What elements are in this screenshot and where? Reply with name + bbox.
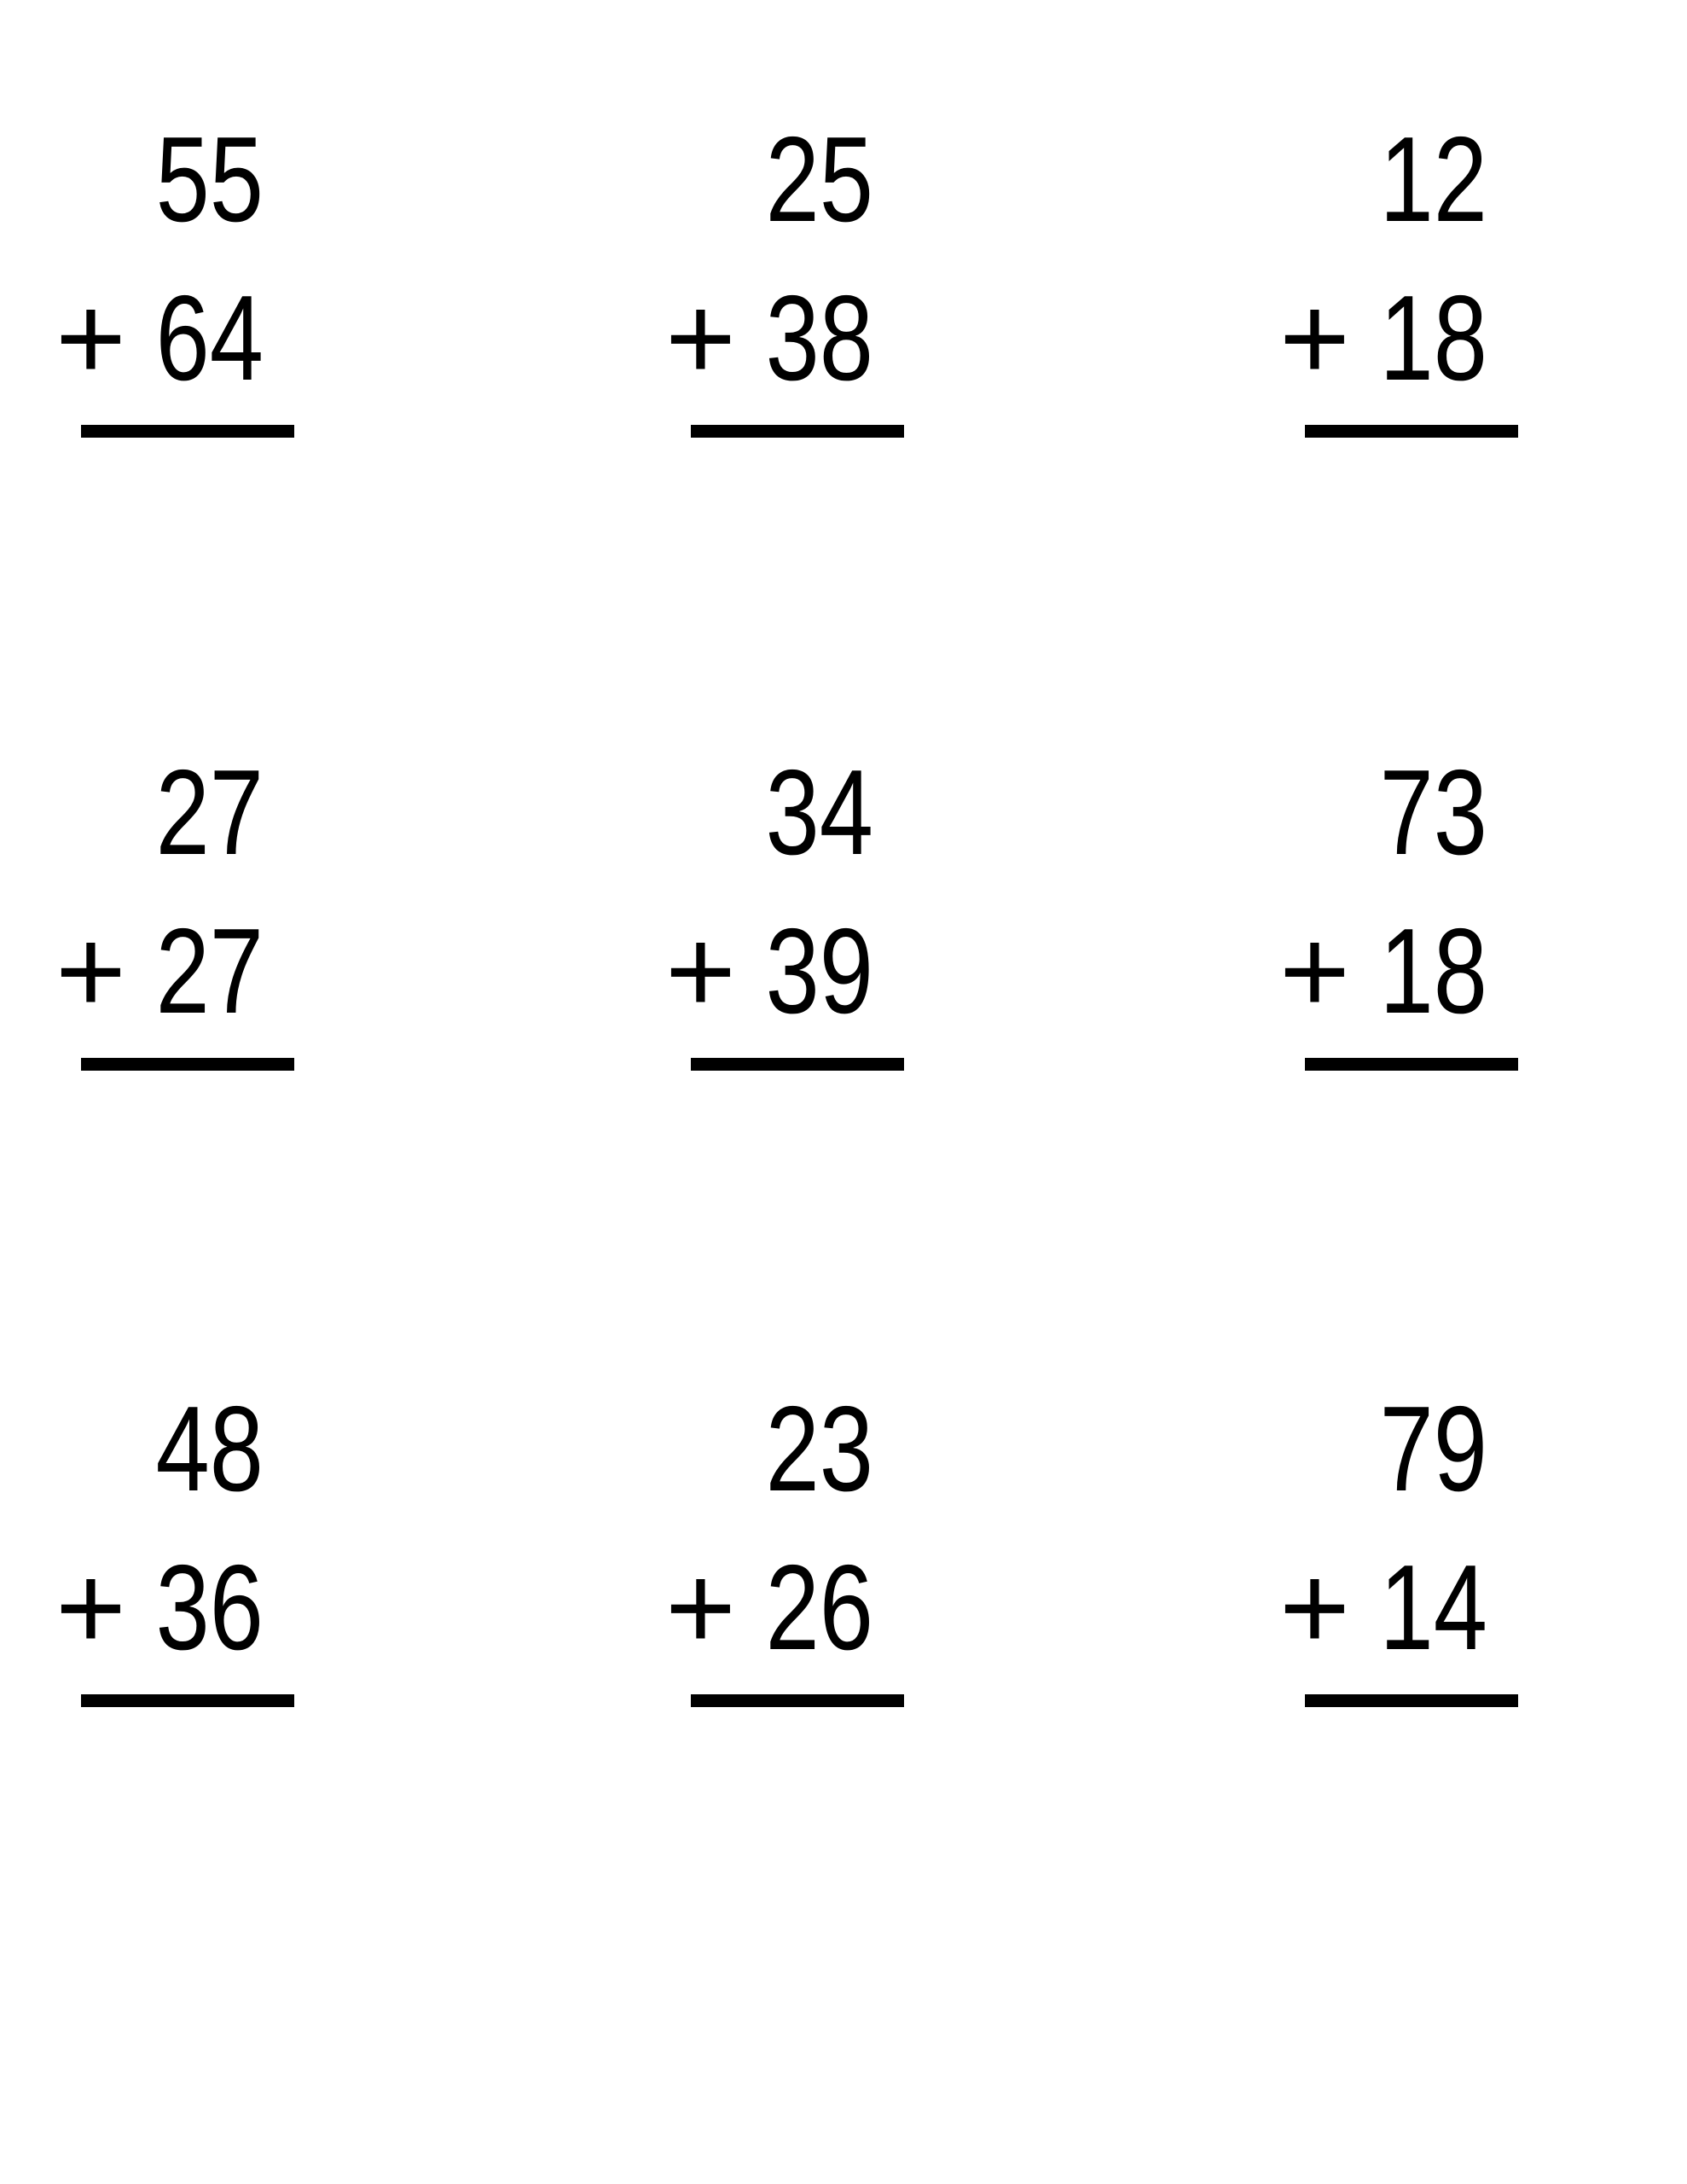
top-addend-value: 48 <box>155 1381 264 1517</box>
bottom-addend-row <box>1279 270 1518 406</box>
plus-operator: + <box>55 903 126 1039</box>
top-addend <box>55 745 294 880</box>
answer-line <box>1305 1694 1518 1707</box>
top-addend-value: 55 <box>155 112 264 247</box>
answer-line <box>81 425 294 438</box>
answer-line <box>81 1694 294 1707</box>
answer-line <box>691 425 904 438</box>
bottom-addend-row <box>55 1540 294 1676</box>
answer-line <box>1305 1058 1518 1071</box>
top-addend-value: 73 <box>1379 745 1487 880</box>
top-addend-value: 27 <box>155 745 264 880</box>
top-addend <box>665 745 904 880</box>
top-addend-value: 25 <box>765 112 873 247</box>
top-addend-value: 34 <box>765 745 873 880</box>
addition-problem-3 <box>1279 112 1518 438</box>
bottom-addend-row <box>55 903 294 1039</box>
plus-operator: + <box>665 1540 736 1676</box>
top-addend-value: 79 <box>1379 1381 1487 1517</box>
plus-operator: + <box>1279 270 1350 406</box>
bottom-addend-row <box>665 1540 904 1676</box>
answer-line <box>81 1058 294 1071</box>
bottom-addend-value: 18 <box>1379 903 1487 1039</box>
bottom-addend-row <box>1279 903 1518 1039</box>
top-addend <box>1279 112 1518 247</box>
bottom-addend-value: 27 <box>155 903 264 1039</box>
bottom-addend-value: 36 <box>155 1540 264 1676</box>
plus-operator: + <box>55 1540 126 1676</box>
bottom-addend-row <box>55 270 294 406</box>
top-addend <box>1279 1381 1518 1517</box>
bottom-addend-row <box>665 270 904 406</box>
bottom-addend-value: 38 <box>765 270 873 406</box>
addition-problem-8 <box>665 1381 904 1707</box>
addition-problem-6 <box>1279 745 1518 1071</box>
bottom-addend-value: 39 <box>765 903 873 1039</box>
bottom-addend-value: 14 <box>1379 1540 1487 1676</box>
addition-problem-1 <box>55 112 294 438</box>
bottom-addend-row <box>1279 1540 1518 1676</box>
plus-operator: + <box>55 270 126 406</box>
top-addend <box>55 112 294 247</box>
addition-problem-4 <box>55 745 294 1071</box>
top-addend <box>1279 745 1518 880</box>
addition-problem-5 <box>665 745 904 1071</box>
answer-line <box>691 1694 904 1707</box>
plus-operator: + <box>1279 903 1350 1039</box>
bottom-addend-row <box>665 903 904 1039</box>
top-addend-value: 23 <box>765 1381 873 1517</box>
addition-problem-9 <box>1279 1381 1518 1707</box>
addition-problem-7 <box>55 1381 294 1707</box>
addition-problem-2 <box>665 112 904 438</box>
plus-operator: + <box>1279 1540 1350 1676</box>
bottom-addend-value: 26 <box>765 1540 873 1676</box>
top-addend <box>55 1381 294 1517</box>
bottom-addend-value: 18 <box>1379 270 1487 406</box>
answer-line <box>691 1058 904 1071</box>
top-addend <box>665 1381 904 1517</box>
top-addend <box>665 112 904 247</box>
top-addend-value: 12 <box>1379 112 1487 247</box>
plus-operator: + <box>665 270 736 406</box>
answer-line <box>1305 425 1518 438</box>
bottom-addend-value: 64 <box>155 270 264 406</box>
plus-operator: + <box>665 903 736 1039</box>
